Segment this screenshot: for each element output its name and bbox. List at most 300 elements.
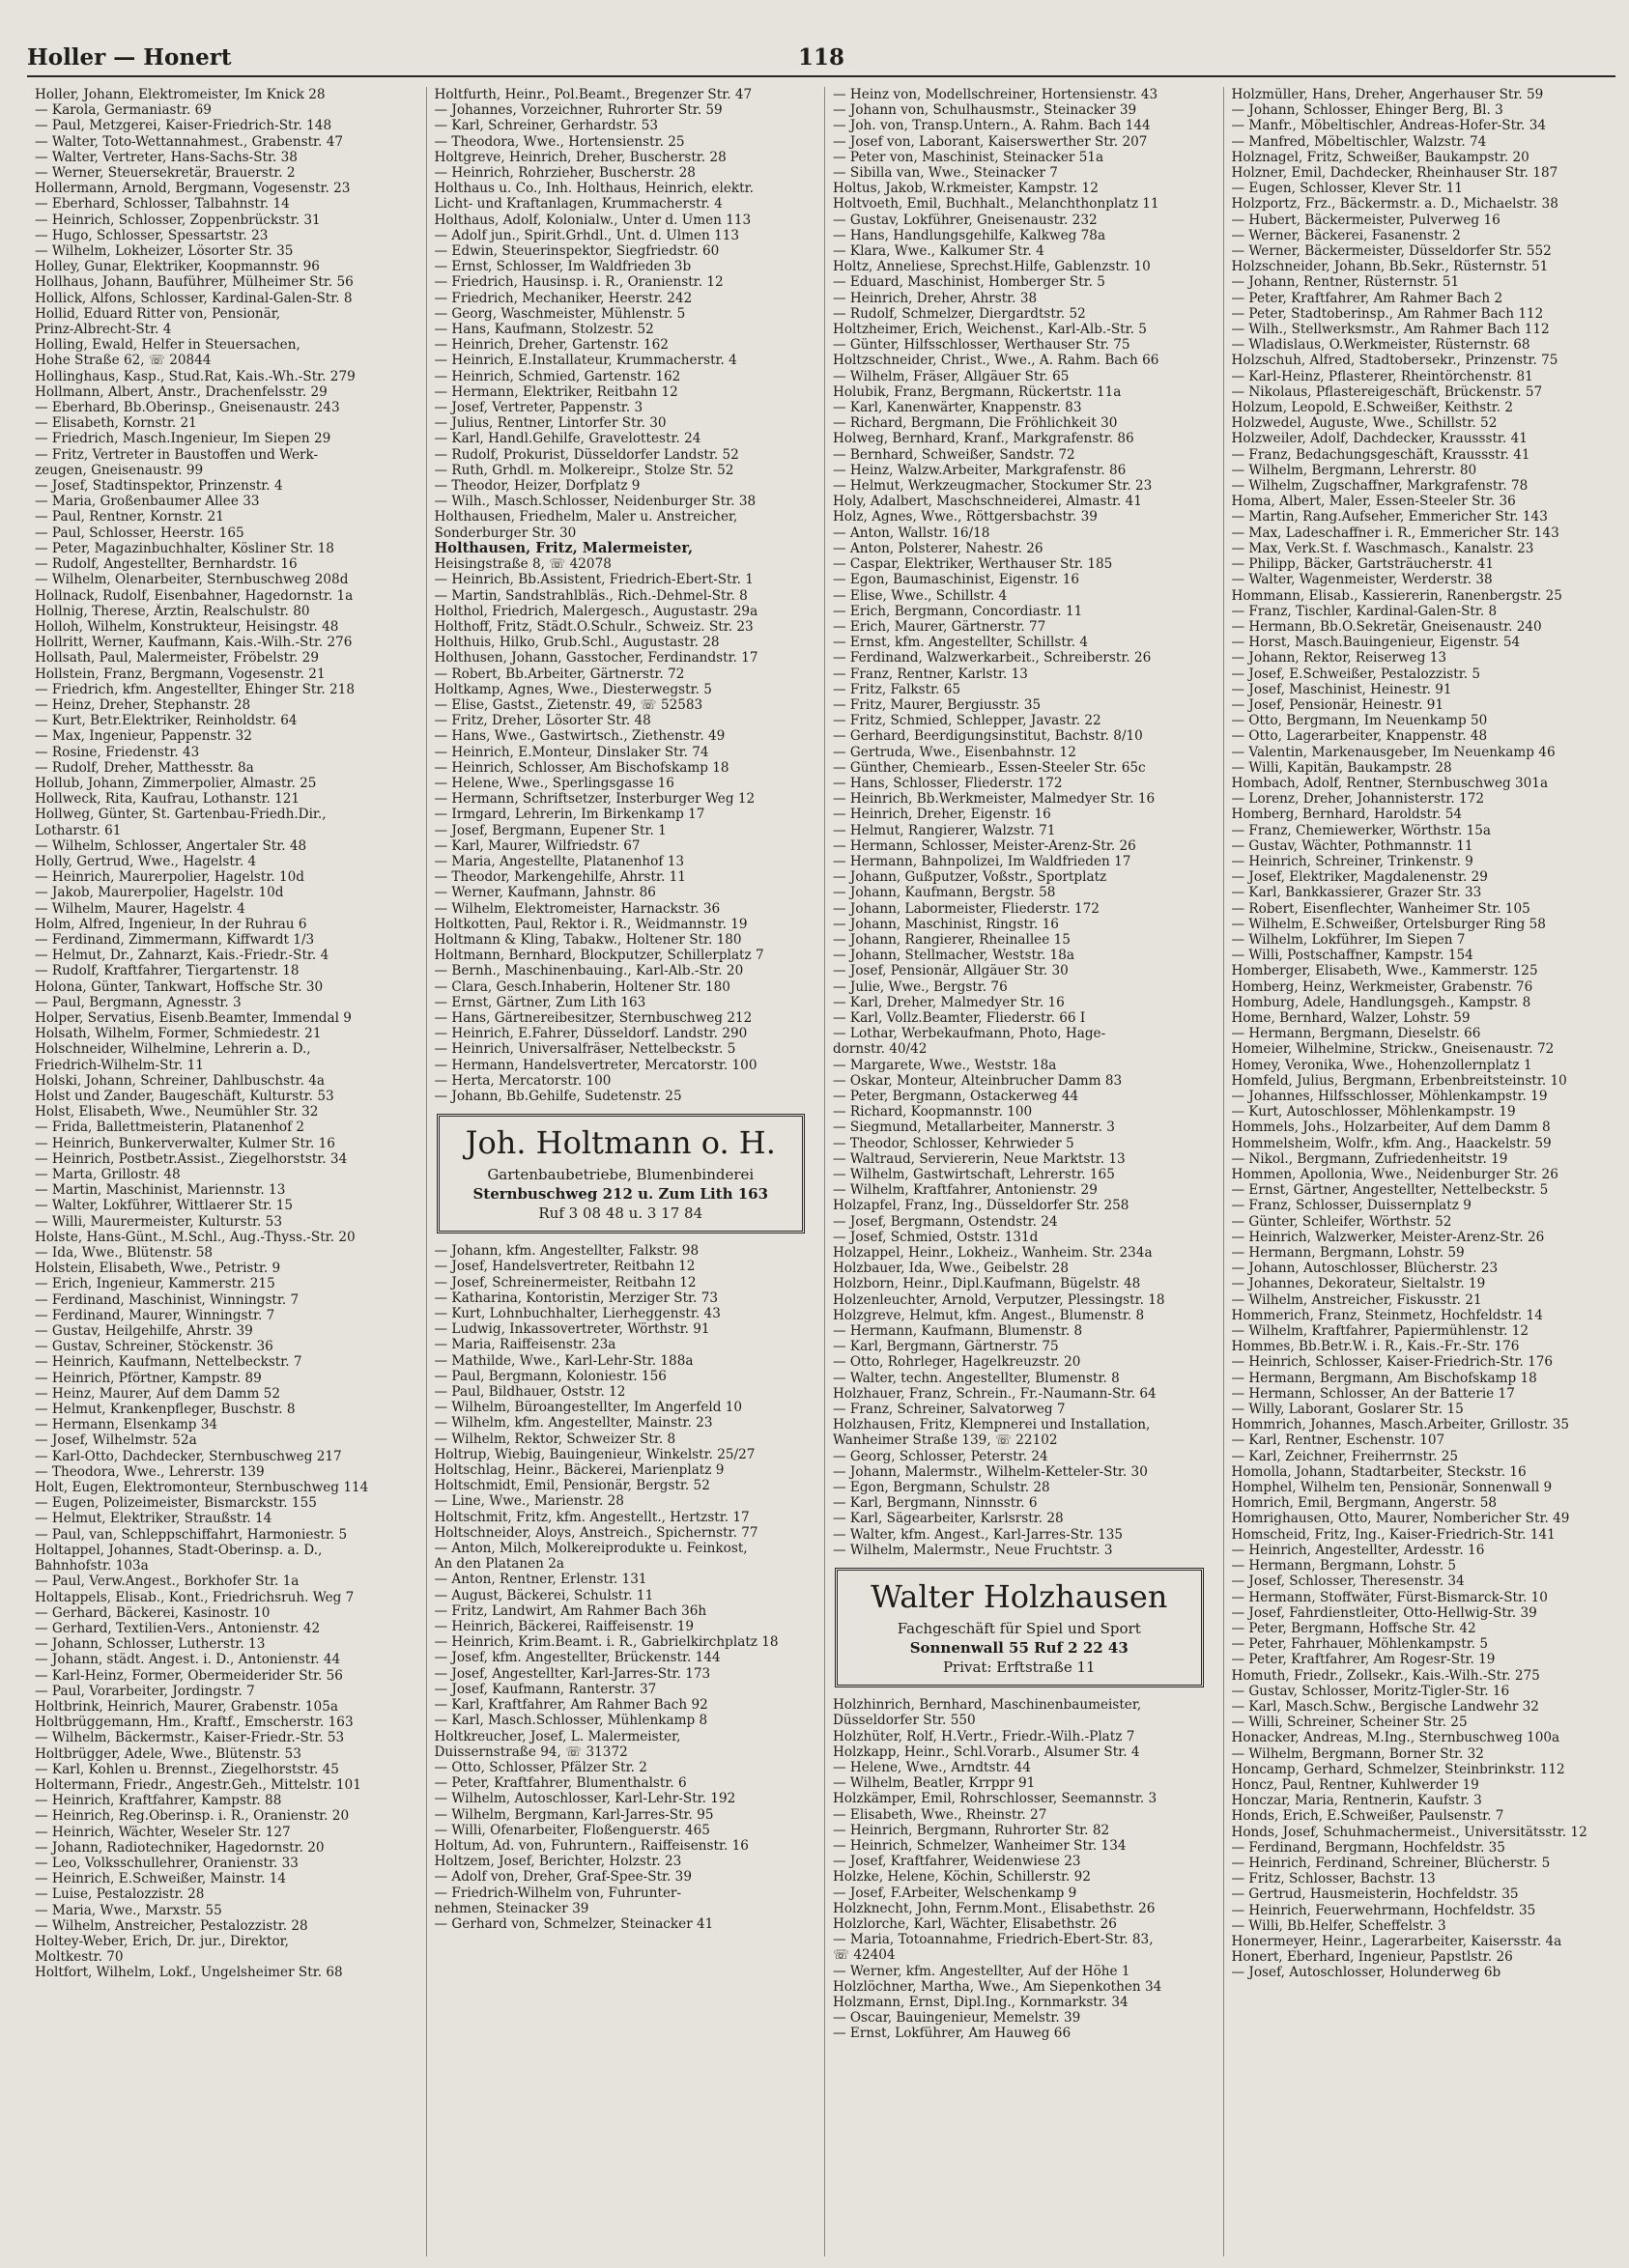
directory-entry: — Walter, Vertreter, Hans-Sachs-Str. 38 (35, 149, 298, 165)
directory-entry: — Georg, Waschmeister, Mühlenstr. 5 (434, 305, 686, 322)
directory-entry: Holthoff, Fritz, Städt.O.Schulr., Schweiz. Str. 23 (434, 618, 754, 635)
column-4 (1223, 87, 1616, 2256)
directory-entry: — Erich, Bergmann, Concordiastr. 11 (833, 603, 1083, 619)
directory-entry: — Marta, Grillostr. 48 (35, 1167, 181, 1183)
directory-entry: — Sibilla van, Wwe., Steinacker 7 (833, 165, 1058, 182)
directory-entry: — Willy, Laborant, Goslarer Str. 15 (1231, 1402, 1464, 1418)
columns (27, 87, 1615, 2256)
directory-entry: — Hermann, Schlosser, An der Batterie 17 (1231, 1385, 1515, 1402)
directory-entry: — Fritz, Maurer, Bergiusstr. 35 (833, 696, 1042, 713)
directory-entry: — Willi, Ofenarbeiter, Floßenguerstr. 465 (434, 1822, 710, 1838)
directory-entry: Homa, Albert, Maler, Essen-Steeler Str. 36 (1231, 494, 1516, 510)
directory-entry: — Johannes, Vorzeichner, Ruhrorter Str. 59 (434, 102, 723, 119)
directory-entry: — Ferdinand, Zimmermann, Kiffwardt 1/3 (35, 931, 315, 948)
column-2-entries-bottom (427, 1243, 819, 1932)
column-3 (824, 87, 1217, 2256)
directory-entry: — Karl-Heinz, Former, Obermeiderider Str. 56 (35, 1667, 343, 1684)
directory-entry: — Wilhelm, Beatler, Krrppr 91 (833, 1775, 1036, 1792)
directory-entry: Homfeld, Julius, Bergmann, Erbenbreitsteinstr. 10 (1231, 1072, 1567, 1089)
directory-entry: — Luise, Pestalozzistr. 28 (35, 1886, 205, 1903)
directory-entry: — Egon, Baumaschinist, Eigenstr. 16 (833, 572, 1079, 588)
directory-entry: Homburg, Adele, Handlungsgeh., Kampstr. 8 (1231, 994, 1531, 1010)
directory-entry: Holtzem, Josef, Berichter, Holzstr. 23 (434, 1854, 682, 1870)
directory-entry: — Karl, Sägearbeiter, Karlsrstr. 28 (833, 1511, 1064, 1527)
directory-entry: — Kurt, Betr.Elektriker, Reinholdstr. 64 (35, 713, 298, 729)
directory-entry: — Hermann, Bergmann, Lohstr. 5 (1231, 1558, 1457, 1574)
directory-entry: — Günter, Hilfsschlosser, Werthauser Str. 75 (833, 337, 1130, 354)
directory-entry: Holthuis, Hilko, Grub.Schl., Augustastr. 28 (434, 635, 720, 651)
directory-entry: — Ferdinand, Bergmann, Hochfeldstr. 35 (1231, 1839, 1505, 1856)
directory-entry: — Horst, Masch.Bauingenieur, Eigenstr. 54 (1231, 635, 1521, 651)
directory-entry: — Erich, Maurer, Gärtnerstr. 77 (833, 618, 1046, 635)
directory-entry: Honermeyer, Heinr., Lagerarbeiter, Kaisersstr. 4a (1231, 1933, 1562, 1949)
directory-entry: — Rudolf, Angestellter, Bernhardstr. 16 (35, 556, 298, 573)
directory-entry: Holtvoeth, Emil, Buchhalt., Melanchthonplatz 11 (833, 196, 1159, 213)
column-1-entries (27, 87, 420, 1981)
directory-entry: — Heinrich, Walzwerker, Meister-Arenz-Str. 26 (1231, 1229, 1545, 1245)
directory-entry: zeugen, Gneisenaustr. 99 (35, 462, 204, 478)
column-3-entries-top (825, 87, 1217, 1558)
directory-entry: — Ruth, Grhdl. m. Molkereipr., Stolze Str. 52 (434, 462, 734, 478)
directory-entry: Hollub, Johann, Zimmerpolier, Almastr. 25 (35, 775, 317, 791)
directory-entry: — Karl-Heinz, Pflasterer, Rheintörchenstr. 81 (1231, 368, 1533, 384)
directory-entry: — Walter, kfm. Angest., Karl-Jarres-Str. 135 (833, 1526, 1124, 1543)
directory-entry: — Edwin, Steuerinspektor, Siegfriedstr. 60 (434, 243, 720, 260)
directory-entry: — Josef, kfm. Angestellter, Brückenstr. 144 (434, 1650, 721, 1666)
directory-entry: — Franz, Rentner, Karlstr. 13 (833, 666, 1028, 682)
directory-entry: — Karl, Maurer, Wilfriedstr. 67 (434, 837, 641, 854)
directory-entry: — Wilhelm, Schlosser, Angertaler Str. 48 (35, 837, 307, 854)
directory-entry: — Gertruda, Wwe., Eisenbahnstr. 12 (833, 744, 1076, 760)
directory-entry: Hollick, Alfons, Schlosser, Kardinal-Galen-Str. 8 (35, 290, 353, 306)
directory-entry: Honczar, Maria, Rentnerin, Kaufstr. 3 (1231, 1793, 1482, 1809)
directory-entry: — Günter, Schleifer, Wörthstr. 52 (1231, 1213, 1452, 1230)
directory-entry: — Gustav, Schreiner, Stöckenstr. 36 (35, 1339, 273, 1355)
directory-entry: Homrich, Emil, Bergmann, Angerstr. 58 (1231, 1495, 1498, 1512)
directory-entry: — Wilhelm, Maurer, Hagelstr. 4 (35, 900, 245, 917)
directory-entry: — Karl, Handl.Gehilfe, Gravelottestr. 24 (434, 431, 701, 447)
directory-entry: Holzkämper, Emil, Rohrschlosser, Seemannstr. 3 (833, 1791, 1157, 1807)
directory-entry: — Martin, Sandstrahlbläs., Rich.-Dehmel-Str. 8 (434, 587, 748, 604)
directory-entry: Honcamp, Gerhard, Schmelzer, Steinbrinkstr. 112 (1231, 1761, 1565, 1777)
directory-entry: — Hans, Wwe., Gastwirtsch., Ziethenstr. 49 (434, 728, 726, 745)
directory-entry: Holtey-Weber, Erich, Dr. jur., Direktor, (35, 1933, 289, 1949)
directory-entry: Homeier, Wilhelmine, Strickw., Gneisenaustr. 72 (1231, 1041, 1555, 1058)
directory-entry: Holling, Ewald, Helfer in Steuersachen, (35, 337, 300, 354)
directory-entry: Holloh, Wilhelm, Konstrukteur, Heisingstr. 48 (35, 618, 339, 635)
directory-entry: — Peter, Stadtoberinsp., Am Rahmer Bach 112 (1231, 305, 1544, 322)
directory-entry: — Josef, Kaufmann, Ranterstr. 37 (434, 1681, 657, 1697)
directory-entry: — Elisabeth, Kornstr. 21 (35, 415, 197, 432)
directory-entry: — Gustav, Schlosser, Moritz-Tigler-Str. 16 (1231, 1683, 1510, 1699)
directory-entry: Holzhüter, Rolf, H.Vertr., Friedr.-Wilh.-Platz 7 (833, 1728, 1135, 1744)
directory-entry: — Eugen, Schlosser, Klever Str. 11 (1231, 181, 1463, 197)
directory-entry: — Heinrich, Kaufmann, Nettelbeckstr. 7 (35, 1354, 302, 1371)
directory-entry: — Hermann, Schriftsetzer, Insterburger Weg 12 (434, 791, 756, 808)
directory-entry: — Willi, Schreiner, Scheiner Str. 25 (1231, 1715, 1468, 1731)
directory-entry: — Hermann, Bergmann, Dieselstr. 66 (1231, 1026, 1481, 1042)
directory-entry: — Elise, Gastst., Zietenstr. 49, ☏ 52583 (434, 696, 703, 713)
directory-entry: — Maria, Totoannahme, Friedrich-Ebert-Str. 83, (833, 1932, 1154, 1948)
directory-entry: Holtermann, Friedr., Angestr.Geh., Mittelstr. 101 (35, 1776, 361, 1793)
directory-entry: Hollsath, Paul, Malermeister, Fröbelstr. 29 (35, 650, 319, 666)
directory-entry: — Hans, Handlungsgehilfe, Kalkweg 78a (833, 227, 1106, 243)
directory-entry: — Rudolf, Dreher, Matthesstr. 8a (35, 759, 254, 776)
directory-entry: Homuth, Friedr., Zollsekr., Kais.-Wilh.-Str. 275 (1231, 1667, 1540, 1684)
directory-entry: — Gustav, Heilgehilfe, Ahrstr. 39 (35, 1323, 253, 1340)
directory-entry: — Joh. von, Transp.Untern., A. Rahm. Bach 144 (833, 118, 1151, 134)
directory-entry: — Wilhelm, Olenarbeiter, Sternbuschweg 208d (35, 572, 349, 588)
directory-entry: — Ludwig, Inkassovertreter, Wörthstr. 91 (434, 1321, 710, 1338)
directory-entry: — Heinz, Dreher, Stephanstr. 28 (35, 696, 251, 713)
directory-entry: — Friedrich, Mechaniker, Heerstr. 242 (434, 290, 693, 306)
directory-entry: Holtzheimer, Erich, Weichenst., Karl-Alb.-Str. 5 (833, 322, 1147, 338)
directory-entry: Sonderburger Str. 30 (434, 524, 577, 541)
directory-entry: Homberger, Elisabeth, Wwe., Kammerstr. 125 (1231, 963, 1538, 979)
directory-entry: Hollermann, Arnold, Bergmann, Vogesenstr. 23 (35, 181, 351, 197)
directory-entry: — Paul, Verw.Angest., Borkhofer Str. 1a (35, 1573, 300, 1590)
directory-entry: — Manfr., Möbeltischler, Andreas-Hofer-Str. 34 (1231, 118, 1546, 134)
column-2 (426, 87, 819, 2256)
directory-entry: An den Platanen 2a (434, 1556, 565, 1573)
directory-entry: Hollhaus, Johann, Bauführer, Mülheimer Str. 56 (35, 274, 354, 291)
directory-entry: — Rudolf, Prokurist, Düsseldorfer Landstr. 52 (434, 446, 739, 463)
directory-entry: Holzapfel, Franz, Ing., Düsseldorfer Str. 258 (833, 1198, 1129, 1214)
directory-entry: — Oskar, Monteur, Alteinbrucher Damm 83 (833, 1072, 1123, 1089)
directory-entry: — Heinrich, Krim.Beamt. i. R., Gabrielkirchplatz 18 (434, 1634, 779, 1651)
directory-entry: — Ernst, Schlosser, Im Waldfrieden 3b (434, 259, 692, 275)
directory-entry: — Hermann, Kaufmann, Blumenstr. 8 (833, 1323, 1083, 1340)
directory-entry: — Wilhelm, Gastwirtschaft, Lehrerstr. 165 (833, 1167, 1115, 1183)
directory-entry: Hollnack, Rudolf, Eisenbahner, Hagedornstr. 1a (35, 587, 354, 604)
directory-entry: Holzum, Leopold, E.Schweißer, Keithstr. 2 (1231, 400, 1514, 416)
directory-entry: ☏ 42404 (833, 1947, 896, 1964)
directory-entry: — Josef, Pensionär, Heinestr. 91 (1231, 696, 1444, 713)
directory-entry: Holzportz, Frz., Bäckermstr. a. D., Michaelstr. 38 (1231, 196, 1558, 213)
directory-entry: — Gerhard, Textilien-Vers., Antonienstr. 42 (35, 1620, 321, 1636)
directory-entry: — Heinz, Walzw.Arbeiter, Markgrafenstr. 86 (833, 462, 1127, 478)
directory-entry: Holtbrink, Heinrich, Maurer, Grabenstr. 105a (35, 1698, 338, 1715)
directory-entry: — Elisabeth, Wwe., Rheinstr. 27 (833, 1806, 1047, 1823)
directory-entry: dornstr. 40/42 (833, 1041, 928, 1058)
directory-entry: — Theodora, Wwe., Hortensienstr. 25 (434, 133, 685, 150)
directory-entry: Homey, Veronika, Wwe., Hohenzollernplatz 1 (1231, 1057, 1532, 1073)
directory-entry: — Nikol., Bergmann, Zufriedenheitstr. 19 (1231, 1150, 1508, 1167)
directory-entry: Homphel, Wilhelm ten, Pensionär, Sonnenwall 9 (1231, 1480, 1553, 1496)
directory-entry: Holubik, Franz, Bergmann, Rückertstr. 11a (833, 383, 1122, 400)
directory-entry: — Günther, Chemiearb., Essen-Steeler Str. 65c (833, 759, 1146, 776)
directory-entry: — Fritz, Falkstr. 65 (833, 681, 961, 697)
directory-entry: Honds, Josef, Schuhmachermeist., Universitätsstr. 12 (1231, 1824, 1587, 1840)
directory-entry: — Karl, Bergmann, Ninnsstr. 6 (833, 1495, 1038, 1512)
directory-entry: — Josef, Schlosser, Theresenstr. 34 (1231, 1573, 1465, 1590)
directory-entry: — Elise, Wwe., Schillstr. 4 (833, 587, 1008, 604)
directory-entry: Holstein, Elisabeth, Wwe., Petristr. 9 (35, 1261, 281, 1277)
directory-entry: Holzlorche, Karl, Wächter, Elisabethstr. 26 (833, 1915, 1117, 1932)
directory-entry: — Jakob, Maurerpolier, Hagelstr. 10d (35, 885, 284, 901)
directory-entry: Holtschmit, Fritz, kfm. Angestellt., Hertzstr. 17 (434, 1509, 750, 1525)
directory-entry: Holznagel, Fritz, Schweißer, Baukampstr. 20 (1231, 149, 1529, 165)
directory-entry: — Gustav, Wächter, Pothmannstr. 11 (1231, 837, 1473, 854)
directory-entry: — Adolf jun., Spirit.Grhdl., Unt. d. Ulmen 113 (434, 227, 740, 243)
directory-entry: — Ernst, Gärtner, Angestellter, Nettelbeckstr. 5 (1231, 1182, 1549, 1199)
directory-entry: — Heinrich, Universalfräser, Nettelbeckstr. 5 (434, 1041, 736, 1058)
directory-entry: — Theodor, Heizer, Dorfplatz 9 (434, 478, 641, 495)
ad-line-3: Ruf 3 08 48 u. 3 17 84 (538, 1205, 703, 1223)
directory-entry: — Richard, Koopmannstr. 100 (833, 1104, 1033, 1120)
directory-entry: — Karl, Kanenwärter, Knappenstr. 83 (833, 400, 1082, 416)
directory-entry: — Siegmund, Metallarbeiter, Mannerstr. 3 (833, 1120, 1115, 1136)
directory-entry: — Martin, Maschinist, Mariennstr. 13 (35, 1182, 286, 1199)
directory-entry: — Anton, Rentner, Erlenstr. 131 (434, 1572, 647, 1588)
directory-entry: — Fritz, Landwirt, Am Rahmer Bach 36h (434, 1602, 707, 1619)
directory-entry: — Wilhelm, Rektor, Schweizer Str. 8 (434, 1431, 676, 1447)
directory-entry: — Hans, Schlosser, Fliederstr. 172 (833, 775, 1063, 791)
directory-entry: — Josef, Autoschlosser, Holunderweg 6b (1231, 1965, 1501, 1981)
directory-entry: — Heinrich, E.Fahrer, Düsseldorf. Landstr. 290 (434, 1026, 748, 1042)
directory-entry: — Gustav, Lokführer, Gneisenaustr. 232 (833, 212, 1098, 228)
directory-entry: — Wilhelm, Zugschaffner, Markgrafenstr. 78 (1231, 478, 1529, 495)
directory-entry: — Johann, Rentner, Rüsternstr. 51 (1231, 274, 1460, 291)
directory-entry: — Heinrich, Maurerpolier, Hagelstr. 10d (35, 869, 305, 886)
directory-entry: — Johann, Bb.Gehilfe, Sudetenstr. 25 (434, 1089, 682, 1104)
directory-entry: — Heinrich, Feuerwehrmann, Hochfeldstr. 35 (1231, 1902, 1536, 1918)
directory-entry: Holzmüller, Hans, Dreher, Angerhauser Str. 59 (1231, 87, 1544, 102)
directory-entry: — Maria, Großenbaumer Allee 33 (35, 494, 260, 510)
directory-entry: — Helmut, Elektriker, Straußstr. 14 (35, 1511, 272, 1527)
directory-entry: Duissernstraße 94, ☏ 31372 (434, 1744, 628, 1760)
directory-entry: — Karl, Masch.Schw., Bergische Landwehr 32 (1231, 1698, 1539, 1715)
directory-entry: — Walter, Toto-Wettannahmest., Grabenstr. 47 (35, 133, 343, 150)
directory-entry: — Karl, Zeichner, Freiherrnstr. 25 (1231, 1448, 1459, 1464)
directory-entry: Holtkamp, Agnes, Wwe., Diesterwegstr. 5 (434, 681, 712, 697)
directory-entry: — Heinrich, Bb.Assistent, Friedrich-Ebert-Str. 1 (434, 572, 754, 588)
directory-entry: — Karl, Dreher, Malmedyer Str. 16 (833, 994, 1065, 1010)
directory-entry: — Peter, Bergmann, Ostackerweg 44 (833, 1089, 1079, 1104)
directory-entry: — Wilhelm, Anstreicher, Fiskusstr. 21 (1231, 1291, 1482, 1308)
directory-entry: Holsath, Wilhelm, Former, Schmiedestr. 21 (35, 1026, 322, 1042)
directory-entry: — Hermann, Bergmann, Am Bischofskamp 18 (1231, 1370, 1537, 1386)
directory-entry: Holtappels, Elisab., Kont., Friedrichsruh. Weg 7 (35, 1589, 355, 1605)
directory-entry: — Line, Wwe., Marienstr. 28 (434, 1493, 624, 1510)
directory-entry: — Waltraud, Serviererin, Neue Marktstr. 13 (833, 1150, 1126, 1167)
directory-entry: Holthausen, Fritz, Malermeister, (434, 540, 694, 556)
directory-entry: Holzknecht, John, Fernm.Mont., Elisabethstr. 26 (833, 1900, 1156, 1916)
directory-entry: — Wilhelm, Kraftfahrer, Antonienstr. 29 (833, 1182, 1098, 1199)
directory-entry: — Leo, Volksschullehrer, Oranienstr. 33 (35, 1855, 299, 1871)
directory-entry: — Clara, Gesch.Inhaberin, Holtener Str. 180 (434, 978, 730, 995)
directory-entry: — Peter, Fahrhauer, Möhlenkampstr. 5 (1231, 1636, 1488, 1653)
directory-entry: — Ferdinand, Walzwerkarbeit., Schreiberstr. 26 (833, 650, 1152, 666)
directory-entry: — Helmut, Krankenpfleger, Buschstr. 8 (35, 1402, 296, 1418)
directory-entry: — Helene, Wwe., Sperlingsgasse 16 (434, 775, 674, 791)
directory-entry: Holtschneider, Aloys, Anstreich., Spichernstr. 77 (434, 1524, 758, 1541)
directory-entry: Hollid, Eduard Ritter von, Pensionär, (35, 305, 281, 322)
directory-entry: Holzborn, Heinr., Dipl.Kaufmann, Bügelstr. 48 (833, 1276, 1141, 1292)
directory-entry: — Heinrich, Schmied, Gartenstr. 162 (434, 368, 681, 384)
directory-entry: Holthaus, Adolf, Kolonialw., Unter d. Umen 113 (434, 212, 752, 228)
directory-entry: — Hubert, Bäckermeister, Pulverweg 16 (1231, 212, 1500, 228)
directory-entry: Holzlöchner, Martha, Wwe., Am Siepenkothen 34 (833, 1978, 1162, 1995)
directory-entry: Holtzschneider, Christ., Wwe., A. Rahm. Bach 66 (833, 353, 1159, 369)
directory-entry: Honcz, Paul, Rentner, Kuhlwerder 19 (1231, 1776, 1479, 1793)
header-rule (27, 75, 1615, 77)
advertisement-holzhausen (835, 1568, 1204, 1687)
directory-entry: — Heinz von, Modellschreiner, Hortensienstr. 43 (833, 87, 1158, 102)
ad-title: Walter Holzhausen (871, 1578, 1168, 1616)
directory-entry: — Bernhard, Schweißer, Sandstr. 72 (833, 446, 1075, 463)
directory-entry: — Wilhelm, Kraftfahrer, Papiermühlenstr. 12 (1231, 1323, 1529, 1340)
ad-line-1: Fachgeschäft für Spiel und Sport (897, 1620, 1141, 1638)
directory-entry: — Johann, Rektor, Reiserweg 13 (1231, 650, 1447, 666)
directory-entry: — Karl, Kraftfahrer, Am Rahmer Bach 92 (434, 1697, 708, 1714)
directory-entry: — Heinrich, E.Installateur, Krummacherstr. 4 (434, 353, 737, 369)
directory-entry: — Willi, Bb.Helfer, Scheffelstr. 3 (1231, 1917, 1446, 1934)
directory-entry: — Rudolf, Schmelzer, Diergardtstr. 52 (833, 305, 1086, 322)
directory-entry: Moltkestr. 70 (35, 1949, 124, 1966)
directory-entry: — Peter, Kraftfahrer, Am Rogesr-Str. 19 (1231, 1652, 1496, 1668)
directory-entry: — Robert, Eisenflechter, Wanheimer Str. 105 (1231, 900, 1530, 917)
column-4-entries (1224, 87, 1616, 1981)
directory-entry: — Johann, Rangierer, Rheinallee 15 (833, 931, 1071, 948)
directory-entry: — Robert, Bb.Arbeiter, Gärtnerstr. 72 (434, 666, 685, 682)
directory-entry: Hollweck, Rita, Kaufrau, Lothanstr. 121 (35, 791, 300, 808)
directory-entry: Hollnig, Therese, Ärztin, Realschulstr. 80 (35, 603, 310, 619)
directory-entry: — Maria, Raiffeisenstr. 23a (434, 1337, 616, 1353)
directory-entry: — Theodor, Schlosser, Kehrwieder 5 (833, 1135, 1074, 1151)
directory-entry: — Karl-Otto, Dachdecker, Sternbuschweg 217 (35, 1448, 342, 1464)
directory-entry: — Franz, Schlosser, Duissernplatz 9 (1231, 1198, 1472, 1214)
directory-entry: — Peter, Bergmann, Hoffsche Str. 42 (1231, 1620, 1476, 1636)
column-3-entries-bottom (825, 1697, 1217, 2041)
directory-entry: Holtkreucher, Josef, L. Malermeister, (434, 1728, 681, 1744)
directory-entry: — Heinrich, Rohrzieher, Buscherstr. 28 (434, 165, 696, 182)
directory-entry: — Georg, Schlosser, Peterstr. 24 (833, 1448, 1048, 1464)
directory-entry: Holzappel, Heinr., Lokheiz., Wanheim. Str. 234a (833, 1245, 1153, 1262)
directory-entry: — Anton, Polsterer, Nahestr. 26 (833, 540, 1043, 556)
directory-entry: Honds, Erich, E.Schweißer, Paulsenstr. 7 (1231, 1808, 1504, 1825)
directory-entry: — Johann, Stellmacher, Weststr. 18a (833, 948, 1074, 964)
directory-entry: — Gerhard, Beerdigungsinstitut, Bachstr. 8/10 (833, 728, 1143, 745)
directory-entry: — Heinrich, Schlosser, Am Bischofskamp 18 (434, 759, 729, 776)
directory-entry: Heisingstraße 8, ☏ 42078 (434, 556, 612, 573)
directory-entry: — Gerhard von, Schmelzer, Steinacker 41 (434, 1915, 714, 1932)
directory-entry: Holzkapp, Heinr., Schl.Vorarb., Alsumer Str. 4 (833, 1744, 1140, 1760)
directory-entry: — Helene, Wwe., Arndtstr. 44 (833, 1759, 1031, 1775)
directory-entry: — Heinrich, Bäckerei, Raiffeisenstr. 19 (434, 1619, 695, 1635)
directory-entry: — Walter, Wagenmeister, Werderstr. 38 (1231, 572, 1493, 588)
directory-entry: — Friedrich, Hausinsp. i. R., Oranienstr. 12 (434, 274, 724, 291)
directory-entry: Homberg, Heinz, Werkmeister, Grabenstr. 76 (1231, 978, 1533, 995)
directory-entry: — Maria, Angestellte, Platanenhof 13 (434, 853, 684, 869)
directory-entry: — August, Bäckerei, Schulstr. 11 (434, 1587, 654, 1603)
directory-entry: — Heinrich, Schmelzer, Wanheimer Str. 134 (833, 1837, 1127, 1854)
directory-entry: — Otto, Lagerarbeiter, Knappenstr. 48 (1231, 728, 1488, 745)
directory-entry: — Eberhard, Schlosser, Talbahnstr. 14 (35, 196, 290, 213)
directory-entry: — Eduard, Maschinist, Homberger Str. 5 (833, 274, 1105, 291)
directory-entry: Hommelsheim, Wolfr., kfm. Ang., Haackelstr. 59 (1231, 1135, 1552, 1151)
directory-entry: — Peter, Magazinbuchhalter, Kösliner Str. 18 (35, 540, 334, 556)
directory-entry: — Hermann, Bb.O.Sekretär, Gneisenaustr. 240 (1231, 618, 1542, 635)
directory-entry: — Erich, Ingenieur, Kammerstr. 215 (35, 1276, 275, 1292)
directory-entry: — Johannes, Dekorateur, Sieltalstr. 19 (1231, 1276, 1486, 1292)
directory-entry: — Katharina, Kontoristin, Merziger Str. 73 (434, 1290, 719, 1306)
directory-entry: Holzhauer, Franz, Schrein., Fr.-Naumann-Str. 64 (833, 1385, 1157, 1402)
directory-entry: Holtgreve, Heinrich, Dreher, Buscherstr. 28 (434, 149, 727, 165)
directory-entry: — Josef, Wilhelmstr. 52a (35, 1432, 197, 1449)
directory-entry: — Paul, van, Schleppschiffahrt, Harmoniestr. 5 (35, 1526, 348, 1543)
directory-entry: — Wladislaus, O.Werkmeister, Rüsternstr. 68 (1231, 337, 1530, 354)
directory-entry: — Theodor, Markengehilfe, Ahrstr. 11 (434, 869, 686, 886)
directory-entry: — Valentin, Markenausgeber, Im Neuenkamp 46 (1231, 744, 1556, 760)
directory-entry: — Lorenz, Dreher, Johannisterstr. 172 (1231, 791, 1484, 808)
directory-entry: — Helmut, Dr., Zahnarzt, Kais.-Friedr.-Str. 4 (35, 948, 329, 964)
directory-entry: Holthol, Friedrich, Malergesch., Augustastr. 29a (434, 603, 758, 619)
directory-entry: — Oscar, Bauingenieur, Memelstr. 39 (833, 2010, 1081, 2027)
directory-entry: Holtfort, Wilhelm, Lokf., Ungelsheimer Str. 68 (35, 1965, 343, 1981)
directory-entry: — Karl, Bergmann, Gärtnerstr. 75 (833, 1339, 1059, 1355)
column-2-entries-top (427, 87, 819, 1104)
directory-entry: — Johann, Malermstr., Wilhelm-Ketteler-Str. 30 (833, 1463, 1148, 1480)
directory-entry: — Josef, F.Arbeiter, Welschenkamp 9 (833, 1885, 1077, 1901)
directory-entry: Holzweiler, Adolf, Dachdecker, Kraussstr. 41 (1231, 431, 1528, 447)
directory-entry: — Richard, Bergmann, Die Fröhlichkeit 30 (833, 415, 1118, 432)
directory-entry: — Josef, Stadtinspektor, Prinzenstr. 4 (35, 478, 283, 495)
directory-entry: — Hans, Gärtnereibesitzer, Sternbuschweg 212 (434, 1009, 753, 1026)
directory-entry: — Johann, Maschinist, Ringstr. 16 (833, 916, 1059, 932)
directory-entry: — Wilhelm, Lokführer, Im Siepen 7 (1231, 931, 1466, 948)
directory-entry: Holm, Alfred, Ingenieur, In der Ruhrau 6 (35, 916, 307, 932)
directory-entry: — Johann, Gußputzer, Voßstr., Sportplatz (833, 869, 1107, 886)
directory-entry: — Otto, Bergmann, Im Neuenkamp 50 (1231, 713, 1488, 729)
directory-entry: — Hugo, Schlosser, Spessartstr. 23 (35, 227, 269, 243)
directory-entry: Hommerich, Franz, Steinmetz, Hochfeldstr. 14 (1231, 1307, 1543, 1323)
directory-entry: — Theodora, Wwe., Lehrerstr. 139 (35, 1463, 265, 1480)
directory-entry: — Josef, Bergmann, Eupener Str. 1 (434, 822, 667, 838)
directory-entry: — Ernst, Lokführer, Am Hauweg 66 (833, 2026, 1072, 2042)
directory-entry: Bahnhofstr. 103a (35, 1558, 149, 1574)
directory-entry: — Ferdinand, Maschinist, Winningstr. 7 (35, 1291, 300, 1308)
directory-entry: Düsseldorfer Str. 550 (833, 1713, 976, 1729)
directory-entry: — Heinrich, E.Monteur, Dinslaker Str. 74 (434, 744, 709, 760)
directory-entry: — Josef, Handelsvertreter, Reitbahn 12 (434, 1259, 696, 1275)
directory-entry: — Fritz, Vertreter in Baustoffen und Werk- (35, 446, 319, 463)
directory-entry: Holtmann, Bernhard, Blockputzer, Schillerplatz 7 (434, 948, 764, 964)
directory-entry: — Wilhelm, Bäckermstr., Kaiser-Friedr.-Str. 53 (35, 1730, 345, 1746)
directory-entry: Homscheid, Fritz, Ing., Kaiser-Friedrich-Str. 141 (1231, 1526, 1556, 1543)
directory-entry: — Mathilde, Wwe., Karl-Lehr-Str. 188a (434, 1352, 694, 1369)
directory-entry: Prinz-Albrecht-Str. 4 (35, 322, 172, 338)
directory-entry: Holst, Elisabeth, Wwe., Neumühler Str. 32 (35, 1104, 319, 1120)
directory-entry: — Werner, kfm. Angestellter, Auf der Höhe 1 (833, 1963, 1130, 1979)
directory-entry: Hombach, Adolf, Rentner, Sternbuschweg 301a (1231, 775, 1549, 791)
directory-entry: — Werner, Bäckermeister, Düsseldorfer Str. 552 (1231, 243, 1552, 260)
directory-entry: — Philipp, Bäcker, Gartsträucherstr. 41 (1231, 556, 1495, 573)
directory-entry: — Helmut, Werkzeugmacher, Stockumer Str. 23 (833, 478, 1153, 495)
directory-entry: — Peter, Kraftfahrer, Am Rahmer Bach 2 (1231, 290, 1503, 306)
directory-entry: — Johann, kfm. Angestellter, Falkstr. 98 (434, 1243, 700, 1260)
directory-entry: Hommes, Bb.Betr.W. i. R., Kais.-Fr.-Str. 176 (1231, 1339, 1520, 1355)
directory-entry: Hohe Straße 62, ☏ 20844 (35, 353, 212, 369)
directory-entry: Home, Bernhard, Walzer, Lohstr. 59 (1231, 1009, 1471, 1026)
directory-entry: — Wilh., Masch.Schlosser, Neidenburger Str. 38 (434, 494, 757, 510)
directory-entry: — Hermann, Schlosser, Meister-Arenz-Str. 26 (833, 837, 1136, 854)
directory-entry: — Nikolaus, Pflastereigeschäft, Brückenstr. 57 (1231, 383, 1543, 400)
directory-entry: — Karl, Schreiner, Gerhardstr. 53 (434, 118, 659, 134)
directory-entry: — Eugen, Polizeimeister, Bismarckstr. 155 (35, 1495, 317, 1512)
directory-entry: — Paul, Schlosser, Heerstr. 165 (35, 524, 244, 541)
directory-entry: — Bernh., Maschinenbauing., Karl-Alb.-Str. 20 (434, 963, 744, 979)
